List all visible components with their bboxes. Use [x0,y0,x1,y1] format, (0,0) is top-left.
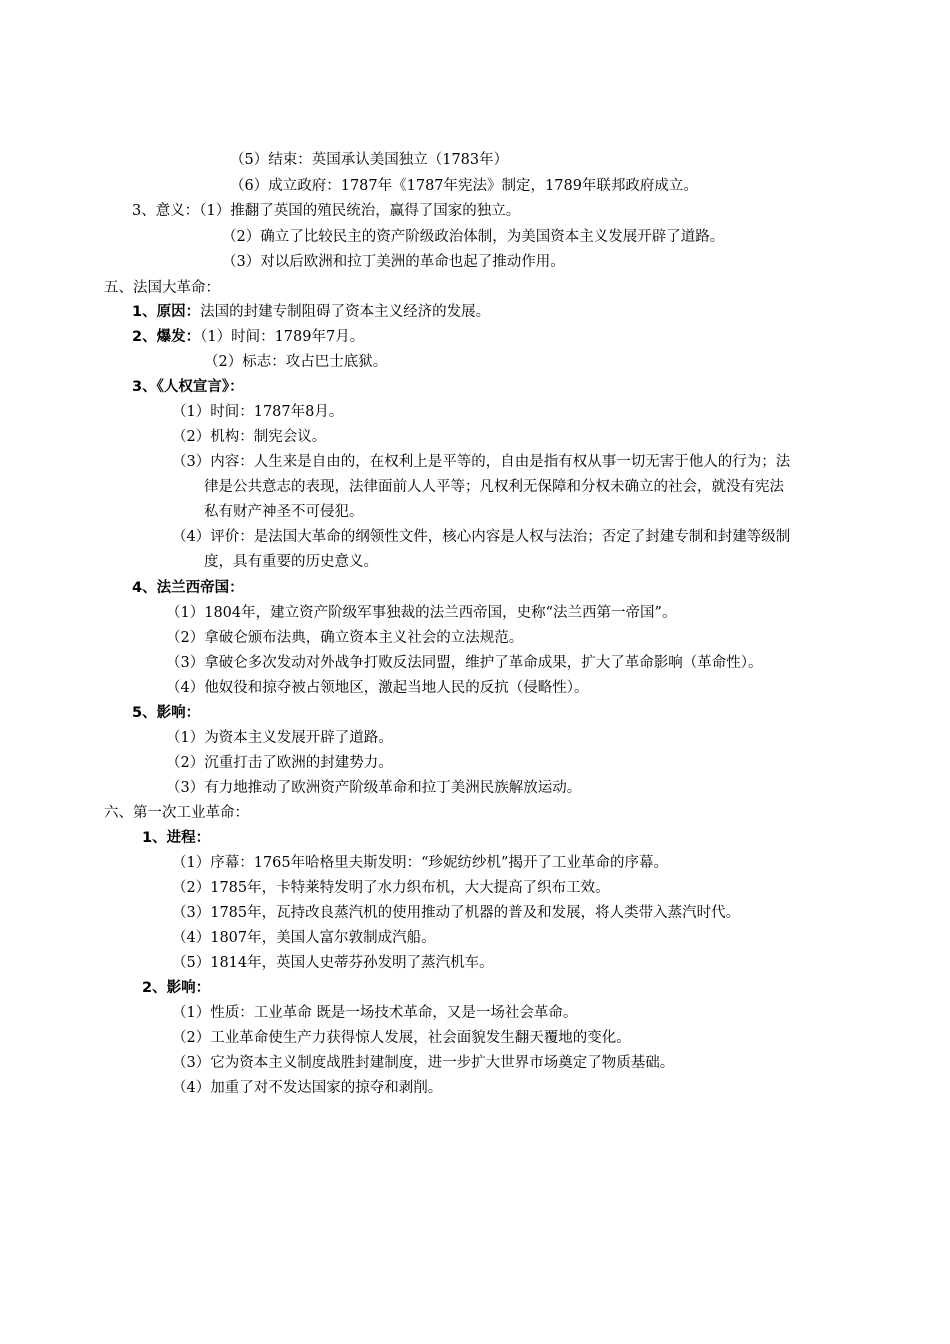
subheading: 3、《人权宣言》： [132,379,244,395]
text-line [132,327,364,347]
text-span: 法国的封建专制阻碍了资本主义经济的发展。 [200,304,491,320]
text-span: （1）时间：1789年7月。 [200,329,365,345]
text-line: （2）标志：攻占巴士底狱。 [204,354,388,370]
text-line: （4）加重了对不发达国家的掠夺和剥削。 [172,1080,443,1096]
subheading: 1、进程： [142,830,211,846]
text-line: （6）成立政府：1787年《1787年宪法》制定，1789年联邦政府成立。 [230,178,698,194]
text-line: （1）序幕：1765年哈格里夫斯发明：“珍妮纺纱机”揭开了工业革命的序幕。 [172,855,668,871]
subheading: 1、原因： [132,304,201,320]
text-line: （3）内容：人生来是自由的，在权利上是平等的，自由是指有权从事一切无害于他人的行为；法 [172,454,791,470]
text-line: （3）它为资本主义制度战胜封建制度，进一步扩大世界市场奠定了物质基础。 [172,1055,675,1071]
subheading: 4、法兰西帝国： [132,580,244,596]
text-line: （2）拿破仑颁布法典，确立资本主义社会的立法规范。 [166,630,524,646]
text-line: （3）有力地推动了欧洲资产阶级革命和拉丁美洲民族解放运动。 [166,780,582,796]
text-line: （4）他奴役和掠夺被占领地区，激起当地人民的反抗（侵略性）。 [166,680,589,696]
text-line: （4）评价：是法国大革命的纲领性文件，核心内容是人权与法治；否定了封建专制和封建等级制 [172,529,791,545]
section-heading: 五、法国大革命： [104,280,220,296]
text-line: （1）时间：1787年8月。 [172,404,344,420]
text-line: 私有财产神圣不可侵犯。 [204,504,364,520]
subheading: 2、爆发： [132,329,201,345]
text-line: （2）机构：制宪会议。 [172,429,327,445]
subheading: 2、影响： [142,980,211,996]
text-line: （1）性质：工业革命 既是一场技术革命，又是一场社会革命。 [172,1005,578,1021]
text-line: （1）为资本主义发展开辟了道路。 [166,730,393,746]
text-line: （3）1785年，瓦持改良蒸汽机的使用推动了机器的普及和发展，将人类带入蒸汽时代。 [172,905,741,921]
text-line: 3、意义：（1）推翻了英国的殖民统治，赢得了国家的独立。 [132,203,521,219]
text-line: （2）1785年，卡特莱特发明了水力织布机，大大提高了织布工效。 [172,880,610,896]
text-line: （4）1807年，美国人富尔敦制成汽船。 [172,930,436,946]
text-line: （2）确立了比较民主的资产阶级政治体制，为美国资本主义发展开辟了道路。 [222,229,725,245]
text-line: （2）沉重打击了欧洲的封建势力。 [166,755,393,771]
section-heading: 六、第一次工业革命： [104,805,249,821]
text-line: 律是公共意志的表现，法律面前人人平等；凡权利无保障和分权未确立的社会，就没有宪法 [204,479,784,495]
text-line: 度，具有重要的历史意义。 [204,554,378,570]
text-line: （2）工业革命使生产力获得惊人发展，社会面貌发生翻天覆地的变化。 [172,1030,631,1046]
text-line [132,302,490,322]
text-line: （3）对以后欧洲和拉丁美洲的革命也起了推动作用。 [222,254,565,270]
text-line: （5）结束：英国承认美国独立（1783年） [230,152,509,168]
text-line: （5）1814年，英国人史蒂芬孙发明了蒸汽机车。 [172,955,494,971]
text-line: （1）1804年，建立资产阶级军事独裁的法兰西帝国，史称“法兰西第一帝国”。 [166,605,677,621]
text-line: （3）拿破仑多次发动对外战争打败反法同盟，维护了革命成果，扩大了革命影响（革命性）。 [166,655,763,671]
subheading: 5、影响： [132,705,201,721]
